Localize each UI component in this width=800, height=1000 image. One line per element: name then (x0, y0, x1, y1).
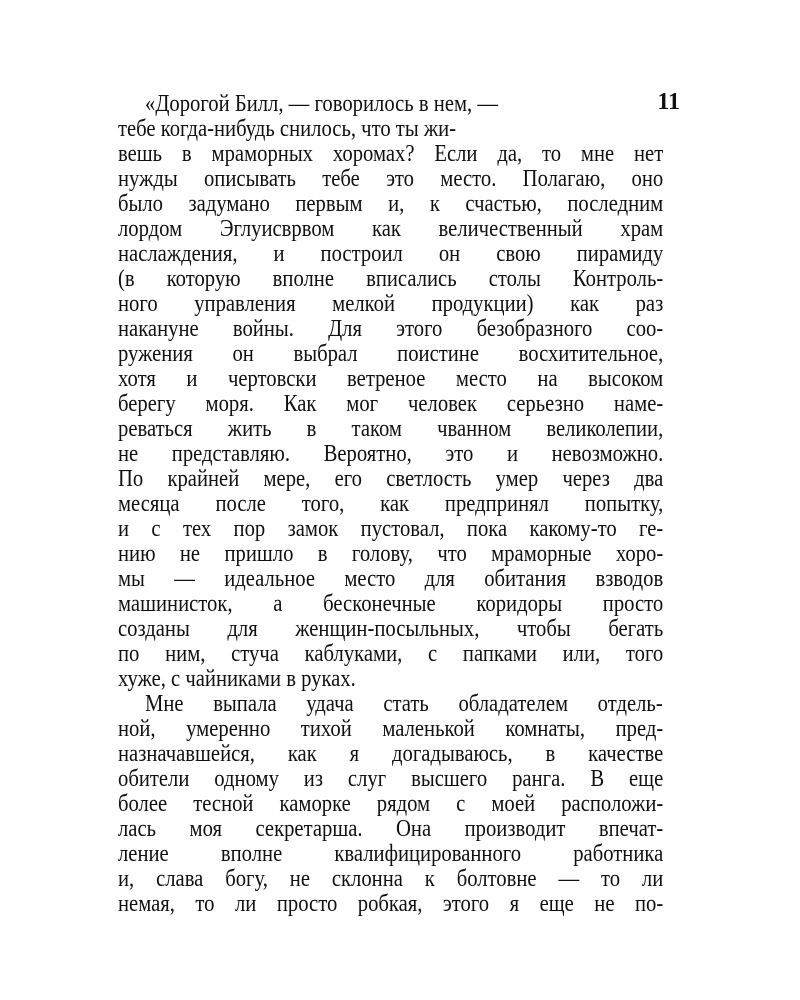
text-line-7: наслаждения, и построил он свою пирамиду (118, 241, 664, 267)
text-line-6: лордом Эглуисврвом как величественный храм (118, 216, 664, 242)
text-line-26: ной, умеренно тихой маленькой комнаты, пред- (118, 716, 664, 742)
text-line-28: обители одному из слуг высшего ранга. В еще (118, 766, 664, 792)
text-line-4: нужды описывать тебе это место. Полагаю, оно (118, 166, 664, 192)
text-line-22: созданы для женщин-посыльных, чтобы бегать (118, 616, 664, 642)
text-line-14: реваться жить в таком чванном великолепии, (118, 416, 664, 442)
text-line-27: назначавшейся, как я догадываюсь, в качестве (118, 741, 664, 767)
text-line-9: ного управления мелкой продукции) как раз (118, 291, 664, 317)
text-line-16: По крайней мере, его светлость умер через два (118, 466, 664, 492)
text-line-8: (в которую вполне вписались столы Контроль- (118, 266, 664, 292)
page-number: 11 (657, 89, 680, 115)
text-line-12: хотя и чертовски ветреное место на высоком (118, 366, 664, 392)
text-line-18: и с тех пор замок пустовал, пока какому-то ге- (118, 516, 664, 542)
text-line-23: по ним, стуча каблуками, с папками или, того (118, 641, 664, 667)
text-line-5: было задумано первым и, к счастью, последним (118, 191, 664, 217)
text-line-17: месяца после того, как предпринял попытку, (118, 491, 664, 517)
text-line-13: берегу моря. Как мог человек серьезно наме- (118, 391, 664, 417)
text-line-3: вешь в мраморных хоромах? Если да, то мне нет (118, 141, 664, 167)
text-line-19: нию не пришло в голову, что мраморные хоро- (118, 541, 664, 567)
text-line-10: накануне войны. Для этого безобразного соо- (118, 316, 664, 342)
text-line-30: лась моя секретарша. Она производит впечат- (118, 816, 664, 842)
text-line-32: и, слава богу, не склонна к болтовне — то ли (118, 866, 664, 892)
text-line-15: не представляю. Вероятно, это и невозможно. (118, 441, 664, 467)
text-line-29: более тесной каморке рядом с моей расположи- (118, 791, 664, 817)
text-line-33: немая, то ли просто робкая, этого я еще не по- (118, 891, 664, 917)
text-line-21: машинисток, а бесконечные коридоры просто (118, 591, 664, 617)
text-line-31: ление вполне квалифицированного работника (118, 841, 664, 867)
text-line-20: мы — идеальное место для обитания взводов (118, 566, 664, 592)
text-line-2: тебе когда-нибудь снилось, что ты жи- (118, 116, 457, 142)
text-line-24: хуже, с чайниками в руках. (118, 666, 356, 692)
text-line-25: Мне выпала удача стать обладателем отдель- (145, 691, 663, 717)
text-line-11: ружения он выбрал поистине восхитительное, (118, 341, 664, 367)
text-line-1: «Дорогой Билл, — говорилось в нем, — (145, 91, 499, 117)
